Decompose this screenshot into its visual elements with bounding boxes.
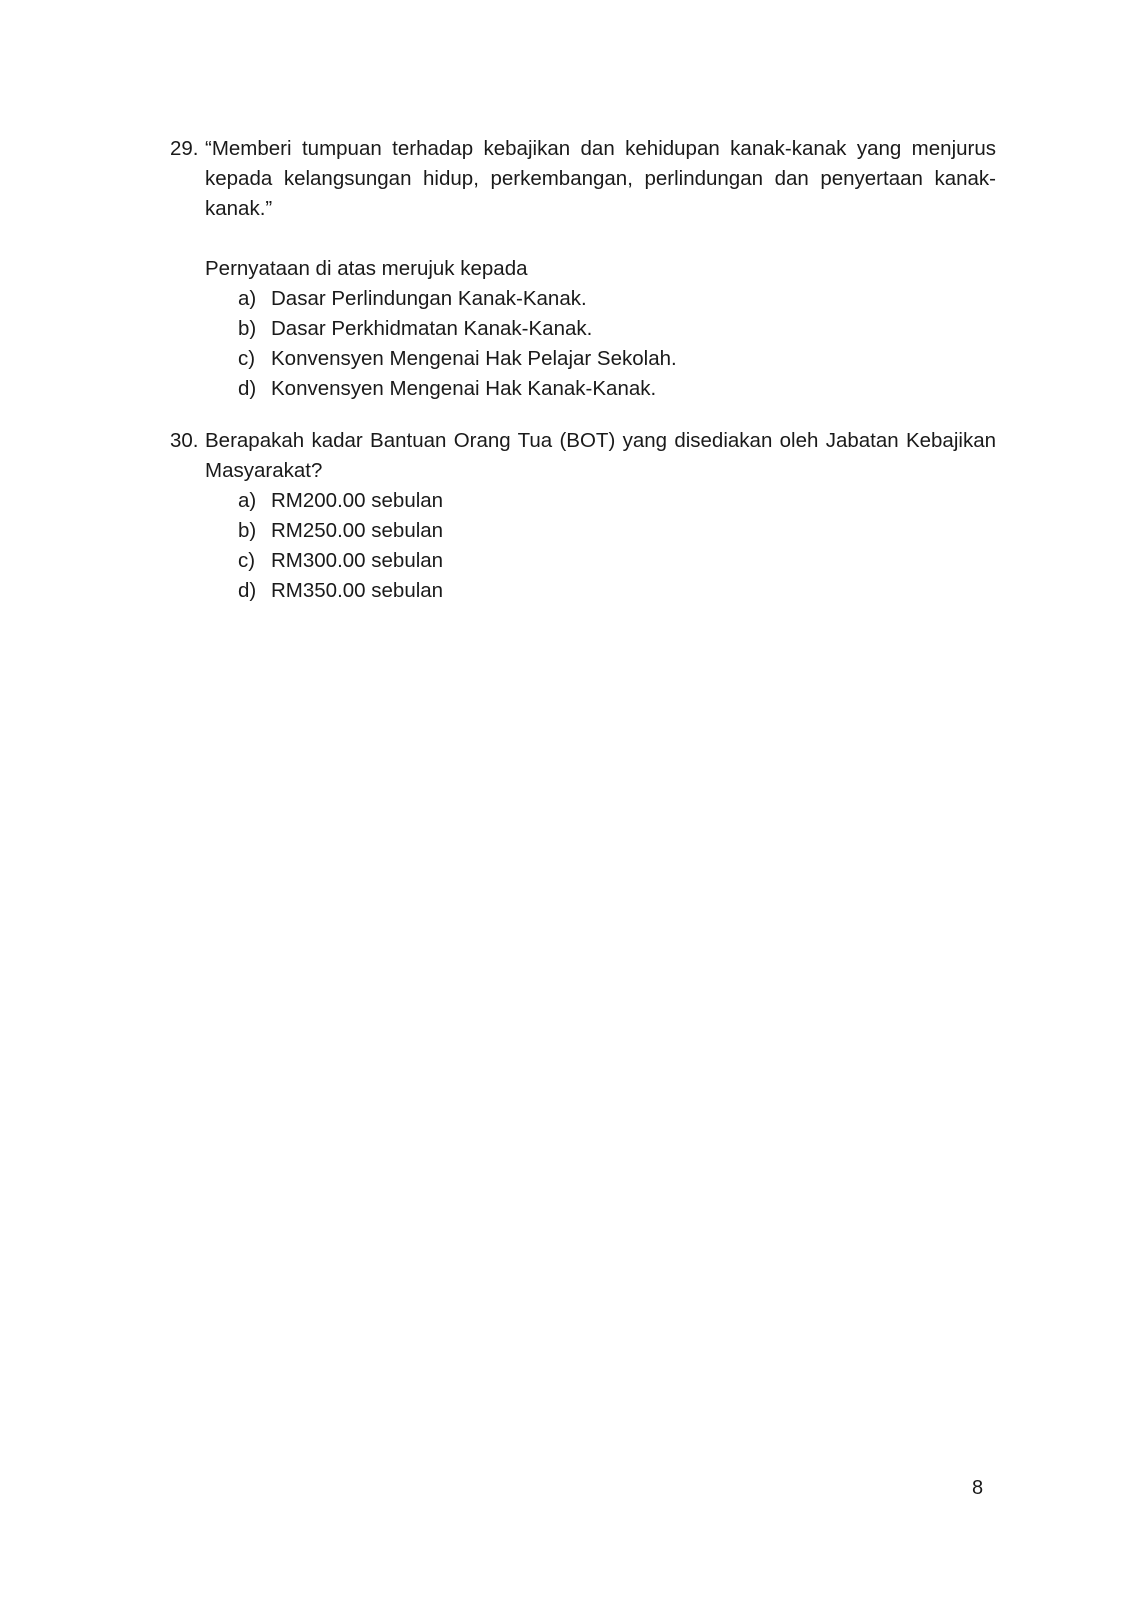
option-text: Dasar Perkhidmatan Kanak-Kanak.: [271, 317, 593, 340]
question-number: 30.: [170, 429, 199, 452]
option-text: RM350.00 sebulan: [271, 579, 444, 602]
option-letter: b): [238, 317, 257, 340]
question-30: [170, 426, 996, 606]
option-text: RM250.00 sebulan: [271, 519, 444, 542]
answer-option-b: [238, 314, 996, 344]
answer-option-a: [238, 284, 996, 314]
page-number: 8: [972, 1477, 984, 1499]
answer-options: [170, 284, 996, 404]
answer-option-d: [238, 576, 996, 606]
question-lead: Pernyataan di atas merujuk kepada: [205, 257, 528, 280]
question-number: 29.: [170, 137, 199, 160]
answer-option-a: [238, 486, 996, 516]
option-text: Konvensyen Mengenai Hak Kanak-Kanak.: [271, 377, 657, 400]
question-text: Berapakah kadar Bantuan Orang Tua (BOT) yang disediakan oleh Jabatan Kebajikan Masyarakat?: [205, 429, 996, 482]
answer-option-c: [238, 546, 996, 576]
option-text: Konvensyen Mengenai Hak Pelajar Sekolah.: [271, 347, 677, 370]
answer-option-c: [238, 344, 996, 374]
answer-option-b: [238, 516, 996, 546]
option-letter: c): [238, 549, 256, 572]
option-text: RM200.00 sebulan: [271, 489, 444, 512]
option-letter: d): [238, 377, 257, 400]
option-text: RM300.00 sebulan: [271, 549, 444, 572]
option-text: Dasar Perlindungan Kanak-Kanak.: [271, 287, 587, 310]
question-text: “Memberi tumpuan terhadap kebajikan dan kehidupan kanak-kanak yang menjurus kepada kelangsungan hidup, perkembangan, perlindungan dan penyertaan kanak-kanak.”: [205, 137, 996, 220]
answer-option-d: [238, 374, 996, 404]
question-29: [170, 134, 996, 404]
option-letter: c): [238, 347, 256, 370]
option-letter: a): [238, 287, 257, 310]
option-letter: d): [238, 579, 257, 602]
option-letter: b): [238, 519, 257, 542]
answer-options: [170, 486, 996, 606]
option-letter: a): [238, 489, 257, 512]
